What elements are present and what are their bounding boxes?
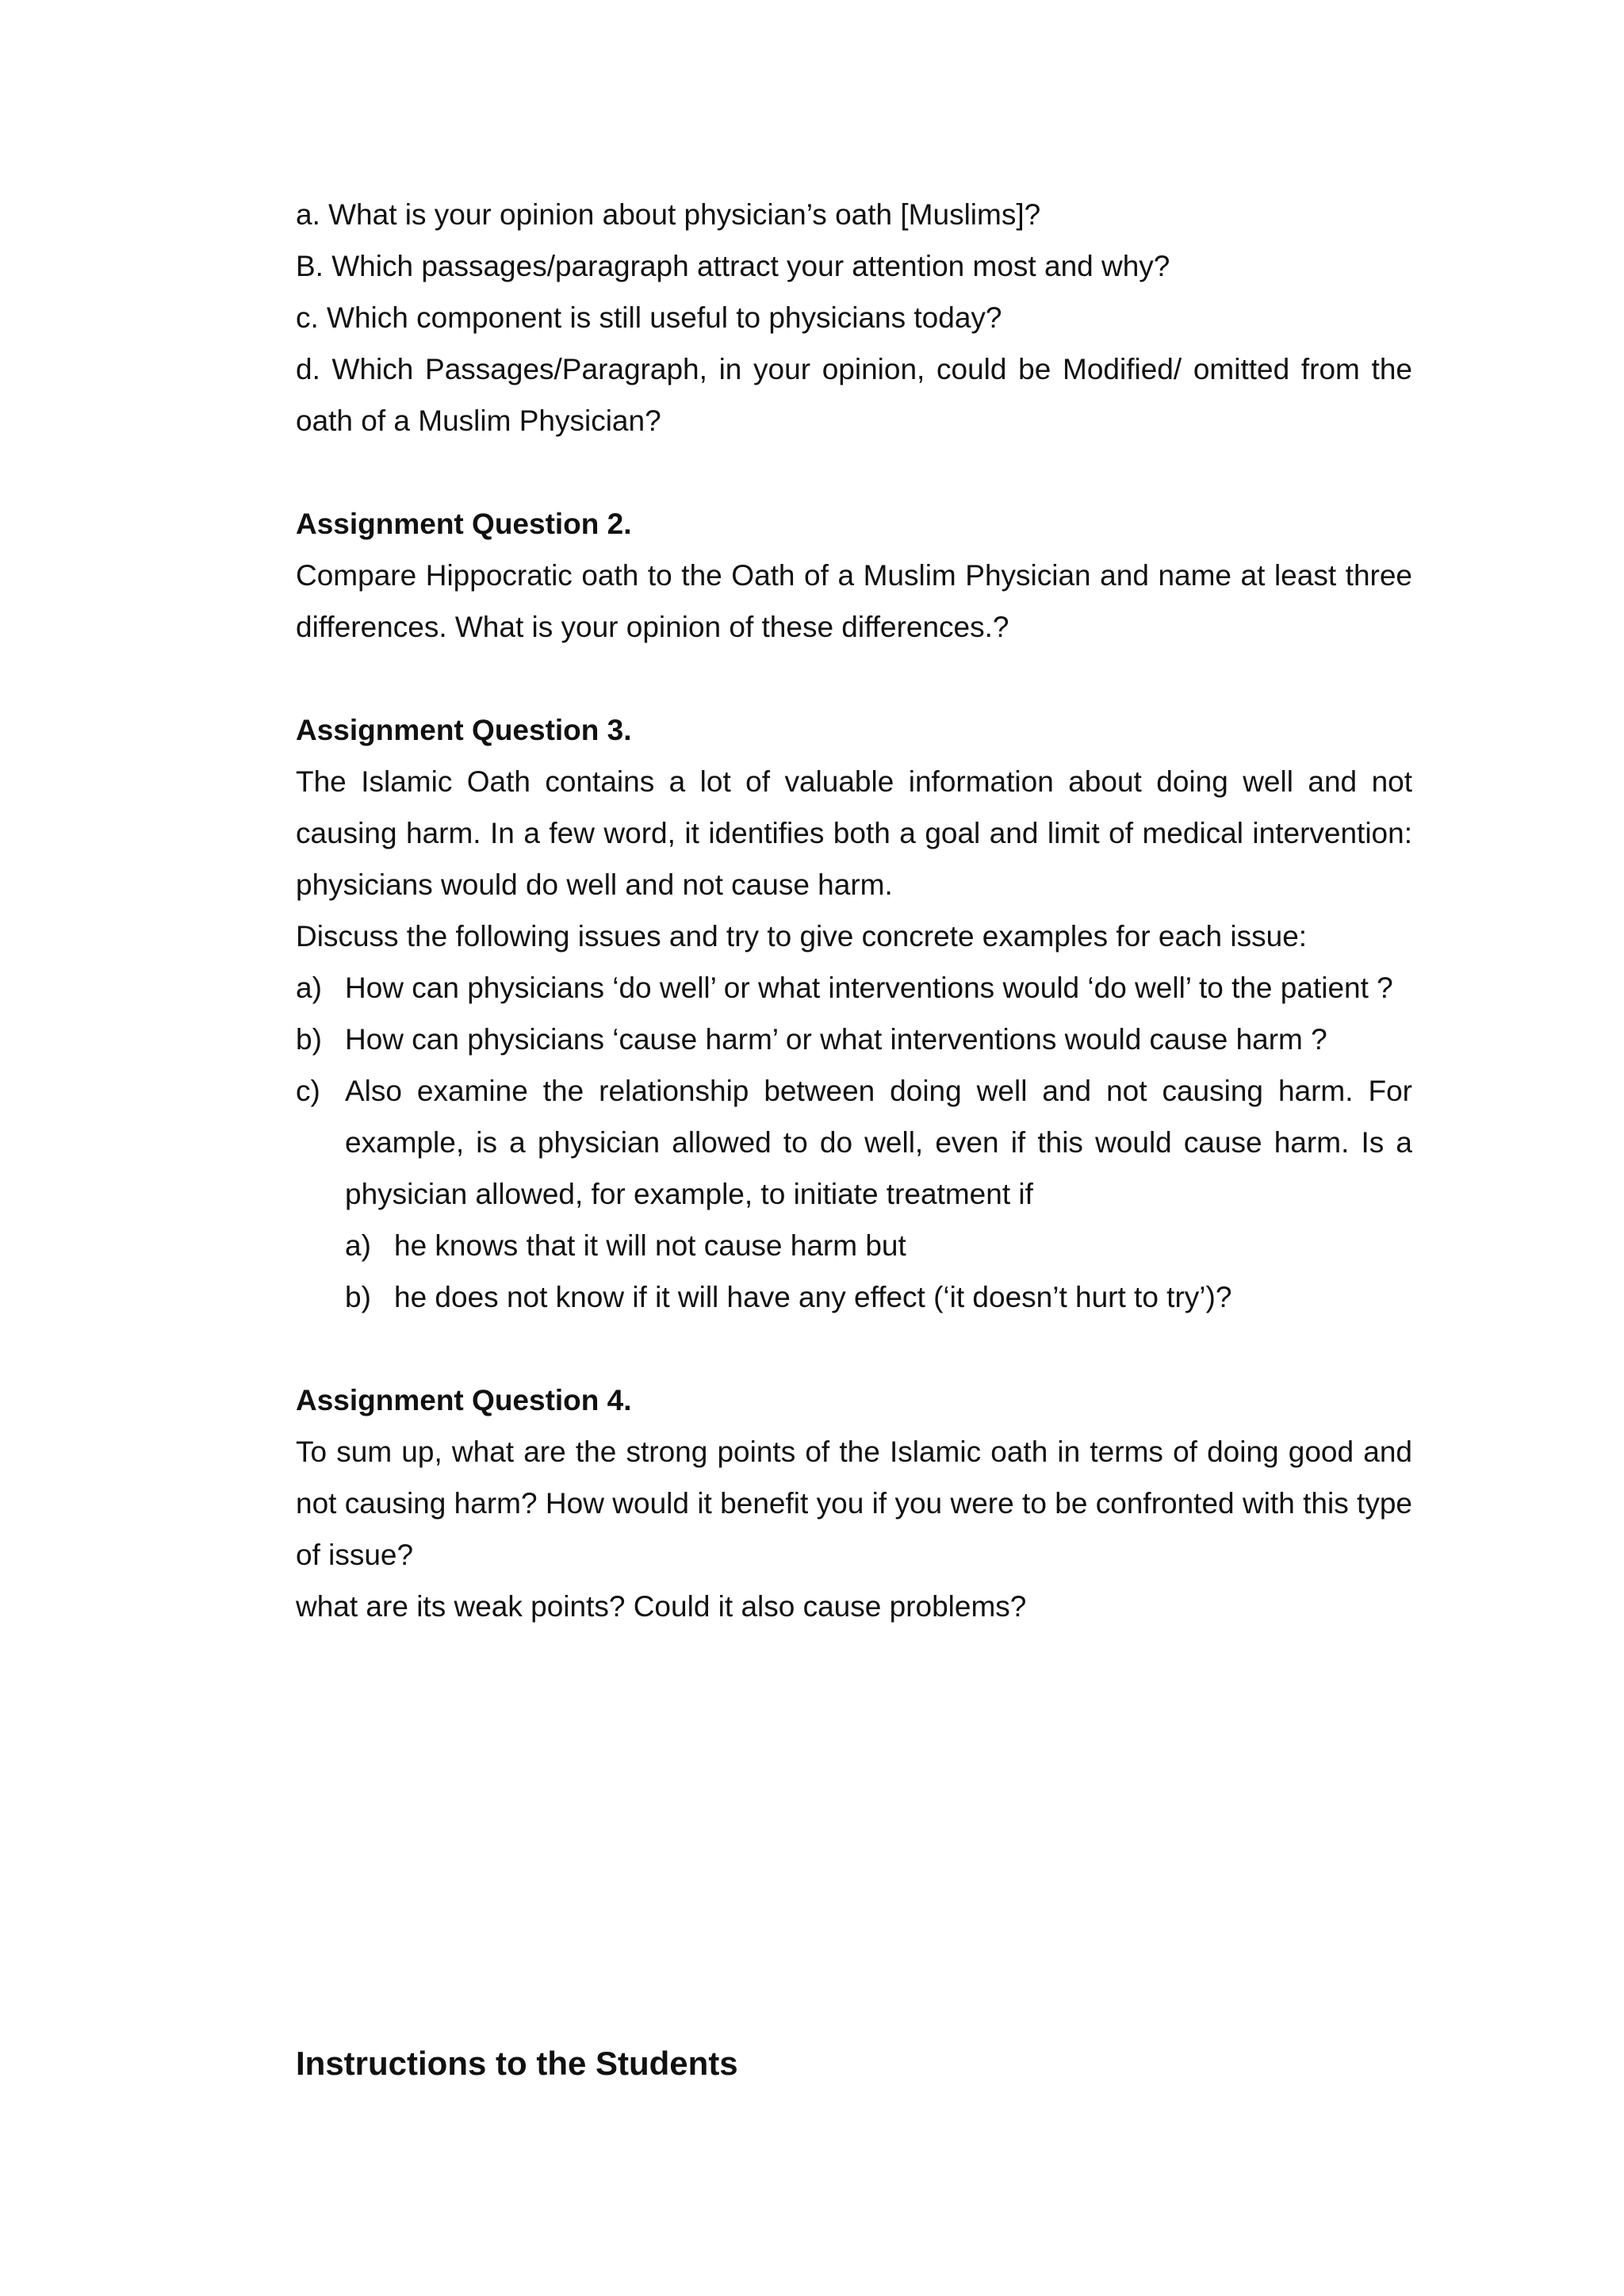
page-content — [296, 189, 1412, 1632]
question-3-intro: Discuss the following issues and try to give concrete examples for each issue: — [296, 920, 1308, 953]
question-4-text: To sum up, what are the strong points of the Islamic oath in terms of doing good and not causing harm? How would it benefit you if you were to be confronted with this type of issue? — [296, 1435, 1412, 1571]
question-3-section — [296, 704, 1412, 1323]
question-3-heading: Assignment Question 3. — [296, 714, 632, 746]
question-1a: a. What is your opinion about physician’s oath [Muslims]? — [296, 198, 1041, 231]
sub-list-marker: b) — [345, 1281, 371, 1313]
question-1b: B. Which passages/paragraph attract your attention most and why? — [296, 250, 1170, 282]
question-4-section — [296, 1374, 1412, 1632]
list-marker: a) — [296, 972, 322, 1004]
sub-list-item — [345, 1220, 1412, 1271]
sub-list — [345, 1220, 1412, 1323]
question-4-heading: Assignment Question 4. — [296, 1384, 632, 1416]
sub-list-marker: a) — [345, 1229, 371, 1262]
spacer — [296, 653, 1412, 704]
question-3-text: The Islamic Oath contains a lot of valuable information about doing well and not causing harm. In a few word, it identifies both a goal and limit of medical intervention: physicians would do well and not cause harm. — [296, 765, 1412, 901]
question-1d: d. Which Passages/Paragraph, in your opinion, could be Modified/ omitted from the oath of a Muslim Physician? — [296, 353, 1412, 437]
list-item-text: Also examine the relationship between doing well and not causing harm. For example, is a physician allowed to do well, even if this would cause harm. Is a physician allowed, for example, to initiate treatment if — [345, 1075, 1412, 1210]
question-2-heading: Assignment Question 2. — [296, 508, 632, 540]
sub-list-item-text: he knows that it will not cause harm but — [394, 1229, 906, 1262]
list-item-text: How can physicians ‘do well’ or what interventions would ‘do well’ to the patient ? — [345, 972, 1393, 1004]
question-1-section — [296, 189, 1412, 447]
question-2-text: Compare Hippocratic oath to the Oath of a Muslim Physician and name at least three differences. What is your opinion of these differences.? — [296, 559, 1412, 643]
question-1c: c. Which component is still useful to physicians today? — [296, 301, 1002, 334]
sub-list-item — [345, 1271, 1412, 1323]
spacer — [296, 447, 1412, 498]
spacer — [296, 1323, 1412, 1374]
question-2-section — [296, 498, 1412, 653]
instructions-heading: Instructions to the Students — [296, 2044, 738, 2082]
sub-list-item-text: he does not know if it will have any effect (‘it doesn’t hurt to try’)? — [394, 1281, 1232, 1313]
list-marker: b) — [296, 1023, 322, 1056]
list-item — [296, 962, 1412, 1014]
list-item — [296, 1065, 1412, 1220]
list-item — [296, 1014, 1412, 1065]
list-marker: c) — [296, 1075, 320, 1107]
list-item-text: How can physicians ‘cause harm’ or what interventions would cause harm ? — [345, 1023, 1327, 1056]
question-4-text-2: what are its weak points? Could it also cause problems? — [296, 1590, 1027, 1623]
